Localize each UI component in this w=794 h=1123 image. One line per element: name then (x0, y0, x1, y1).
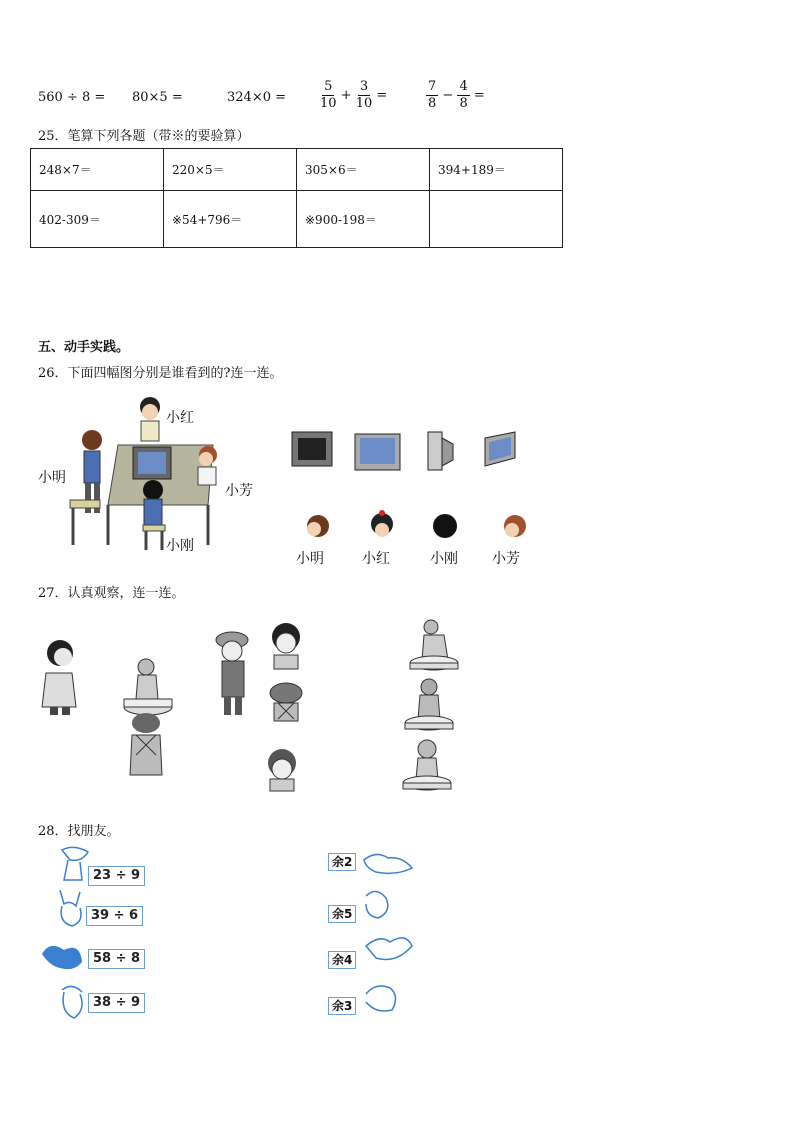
name-label: 小芳 (492, 551, 520, 567)
rabbit-outline-icon (62, 986, 82, 1018)
xiaoming-head-icon (307, 515, 329, 537)
cat-front-pedestal-icon (403, 740, 451, 790)
calc-fraction-add (320, 79, 387, 112)
monitor-front-view-icon (355, 434, 400, 470)
cat-back-pedestal-icon (405, 679, 453, 730)
expression-card: 58 ÷ 8 (88, 949, 145, 969)
cat-outline-icon (62, 847, 88, 880)
fraction: $\frac{5}{10}$ (320, 79, 337, 111)
animal-drawings-right (356, 846, 426, 1021)
expression-card: 39 ÷ 6 (86, 906, 143, 926)
name-label: 小红 (362, 551, 390, 567)
monitor-views (290, 428, 530, 478)
monitor-angled-view-icon (485, 432, 515, 466)
cat-side-pedestal-icon (410, 620, 458, 670)
label-xiaofang: 小芳 (225, 483, 253, 499)
name-label: 小明 (296, 551, 324, 567)
boy-back-figure-icon (130, 713, 162, 775)
cat-on-pedestal-icon (124, 659, 172, 715)
question-25-title: 25．笔算下列各题（带※的要验算） (38, 129, 250, 144)
table-scene-illustration (38, 385, 268, 570)
table-cell: 394+189＝ (430, 149, 563, 191)
fox-outline-icon (366, 986, 396, 1011)
remainder-card: 余5 (328, 905, 356, 923)
table-cell: 248×7＝ (31, 149, 164, 191)
expression-card: 23 ÷ 9 (88, 866, 145, 886)
table-cell: ※900-198＝ (297, 191, 430, 248)
calc-fraction-sub (426, 79, 485, 112)
question-28-title: 28．找朋友。 (38, 824, 120, 839)
equals-sign: = (473, 88, 485, 103)
remainder-card: 余2 (328, 853, 356, 871)
question-27-title: 27．认真观察，连一连。 (38, 586, 185, 601)
girl-head-front-icon (272, 623, 300, 669)
question-26-title: 26．下面四幅图分别是谁看到的?连一连。 (38, 366, 283, 381)
xiaofang-head-icon (504, 515, 526, 537)
calc-324-times-0: 324×0 = (227, 90, 287, 105)
section-5-title: 五、动手实践。 (38, 340, 130, 355)
fraction: $\frac{7}{8}$ (428, 79, 437, 111)
table-cell (430, 191, 563, 248)
label-xiaohong: 小红 (166, 410, 194, 426)
minus-sign: − (442, 88, 454, 103)
xiaohong-head-icon (371, 510, 393, 537)
remainder-card: 余4 (328, 951, 356, 969)
plus-sign: + (340, 88, 352, 103)
calc-table (30, 148, 563, 248)
boy-cap-back-icon (270, 683, 302, 721)
equals-sign: = (376, 88, 388, 103)
observation-illustration (36, 615, 476, 800)
fraction: $\frac{3}{10}$ (355, 79, 373, 111)
monitor-side-view-icon (428, 432, 453, 470)
xiaogang-head-icon (433, 514, 457, 538)
rabbit-outline-icon (366, 891, 388, 918)
squirrel-outline-icon (366, 938, 412, 960)
rabbit-outline-icon (60, 890, 81, 926)
boy-head-front-icon (268, 749, 296, 791)
fox-outline-icon (364, 854, 412, 873)
calc-560-div-8: 560 ÷ 8 = (38, 90, 106, 105)
table-cell: 220×5＝ (164, 149, 297, 191)
table-cell: 402-309＝ (31, 191, 164, 248)
expression-card: 38 ÷ 9 (88, 993, 145, 1013)
boy-side-figure-icon (216, 632, 248, 715)
table-cell: 305×6＝ (297, 149, 430, 191)
table-cell: ※54+796＝ (164, 191, 297, 248)
fraction: $\frac{4}{8}$ (459, 79, 468, 111)
name-label: 小刚 (430, 551, 458, 567)
girl-figure-icon (42, 640, 76, 715)
calc-80-times-5: 80×5 = (132, 90, 183, 105)
children-heads (300, 508, 540, 546)
remainder-card: 余3 (328, 997, 356, 1015)
label-xiaoming: 小明 (38, 470, 66, 486)
squirrel-icon (42, 946, 82, 969)
label-xiaogang: 小刚 (166, 538, 194, 554)
monitor-back-view-icon (292, 432, 332, 466)
